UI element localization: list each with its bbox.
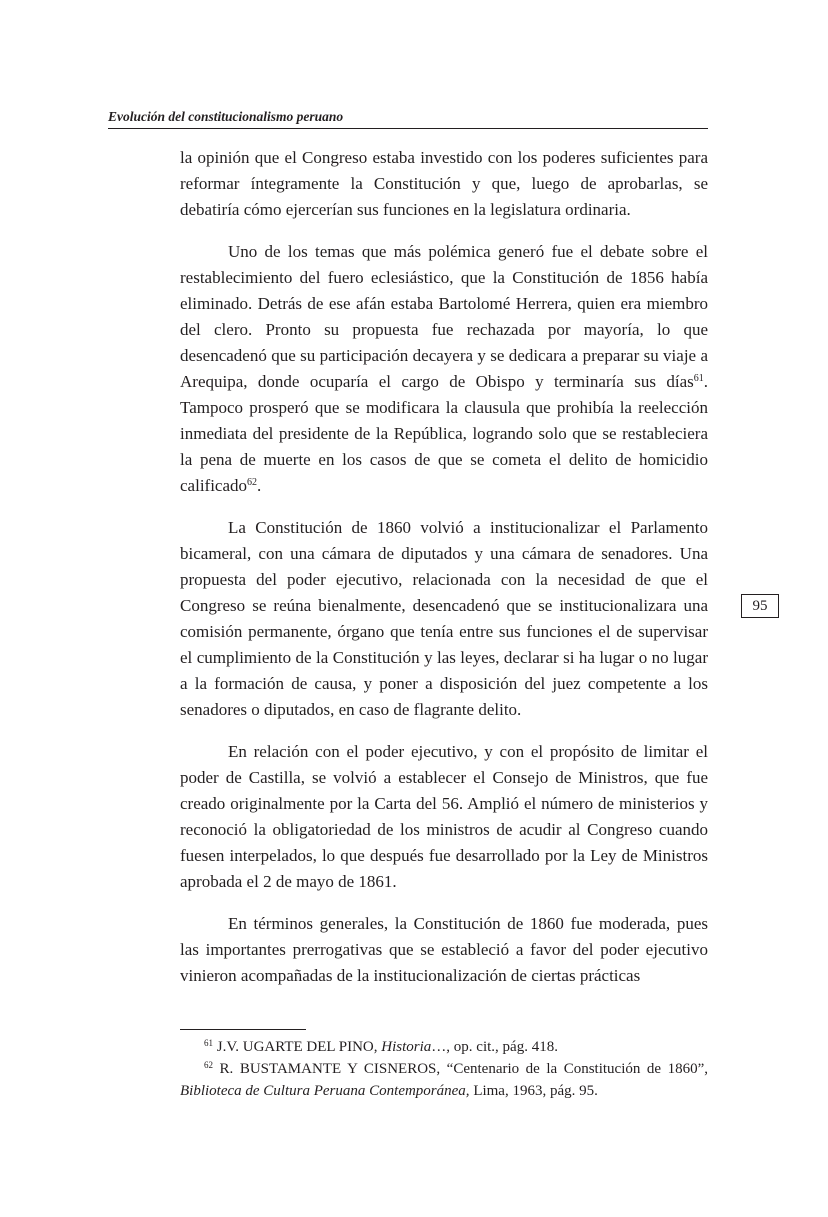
paragraph-3: La Constitución de 1860 volvió a institucionalizar el Parlamento bicameral, con una cámara de diputados y una cámara de senadores. Una propuesta del poder ejecutivo, relacionada con la necesidad de que el Congreso se reúna bienalmente, desencadenó que se institucionalizara una comisión permanente, órgano que tenía entre sus funciones el de supervisar el cumplimiento de la Constitución y las leyes, declarar si ha lugar o no lugar a la formación de causa, y poner a disposición del juez competente a los senadores o diputados, en caso de flagrante delito. [180, 518, 708, 719]
header-rule [108, 128, 708, 129]
footnote-text-end: …, op. cit., pág. 418. [431, 1039, 558, 1055]
footnote-text: R. BUSTAMANTE Y CISNEROS, “Centenario de la Constitución de 1860”, [219, 1061, 708, 1077]
footnote-ref-62: 62 [247, 477, 258, 488]
running-header-title: Evolución del constitucionalismo peruano [108, 109, 344, 124]
main-text [180, 145, 708, 989]
footnote-text-end: Lima, 1963, pág. 95. [469, 1083, 598, 1099]
paragraph-2 [180, 239, 708, 499]
paragraph-1: la opinión que el Congreso estaba investido con los poderes suficientes para reformar íntegramente la Constitución y que, luego de aprobarlas, se debatiría cómo ejercerían sus funciones en la legislatura ordinaria. [180, 148, 708, 219]
footnote-number: 62 [204, 1060, 213, 1070]
paragraph-5: En términos generales, la Constitución de 1860 fue moderada, pues las importantes prerrogativas que se estableció a favor del poder ejecutivo vinieron acompañadas de la institucionalización de ciertas prácticas [180, 914, 708, 985]
page-number: 95 [741, 594, 779, 618]
footnote-rule [180, 1029, 306, 1030]
footnote-text: J.V. UGARTE DEL PINO, [216, 1039, 382, 1055]
paragraph-2-text-a: Uno de los temas que más polémica generó fue el debate sobre el restablecimiento del fuero eclesiástico, que la Constitución de 1856 había eliminado. Detrás de ese afán estaba Bartolomé Herrera, quien era miembro del clero. Pronto su propuesta fue rechazada por mayoría, lo que desencadenó que su participación decayera y se dedicara a preparar su viaje a Arequipa, donde ocuparía el cargo de Obispo y terminaría sus días [180, 242, 708, 391]
paragraph-2-text-c: . [257, 476, 262, 495]
footnote-italic-title: Historia [381, 1039, 432, 1055]
footnote-61 [180, 1036, 708, 1058]
paragraph-2-text-b: . Tampoco prosperó que se modificara la clausula que prohibía la reelección inmediata del presidente de la República, logrando solo que se restableciera la pena de muerte en los casos de que se cometa el delito de homicidio calificado [180, 372, 708, 495]
footnotes [180, 1036, 708, 1102]
footnote-ref-61: 61 [693, 373, 704, 384]
paragraph-4: En relación con el poder ejecutivo, y con el propósito de limitar el poder de Castilla, se volvió a establecer el Consejo de Ministros, que fue creado originalmente por la Carta del 56. Amplió el número de ministerios y reconoció la obligatoriedad de los ministros de acudir al Congreso cuando fuesen interpelados, lo que después fue desarrollado por la Ley de Ministros aprobada el 2 de mayo de 1861. [180, 742, 708, 891]
footnote-number: 61 [204, 1038, 213, 1048]
footnote-62 [180, 1058, 708, 1102]
footnote-italic-title: Biblioteca de Cultura Peruana Contemporánea, [180, 1083, 470, 1099]
